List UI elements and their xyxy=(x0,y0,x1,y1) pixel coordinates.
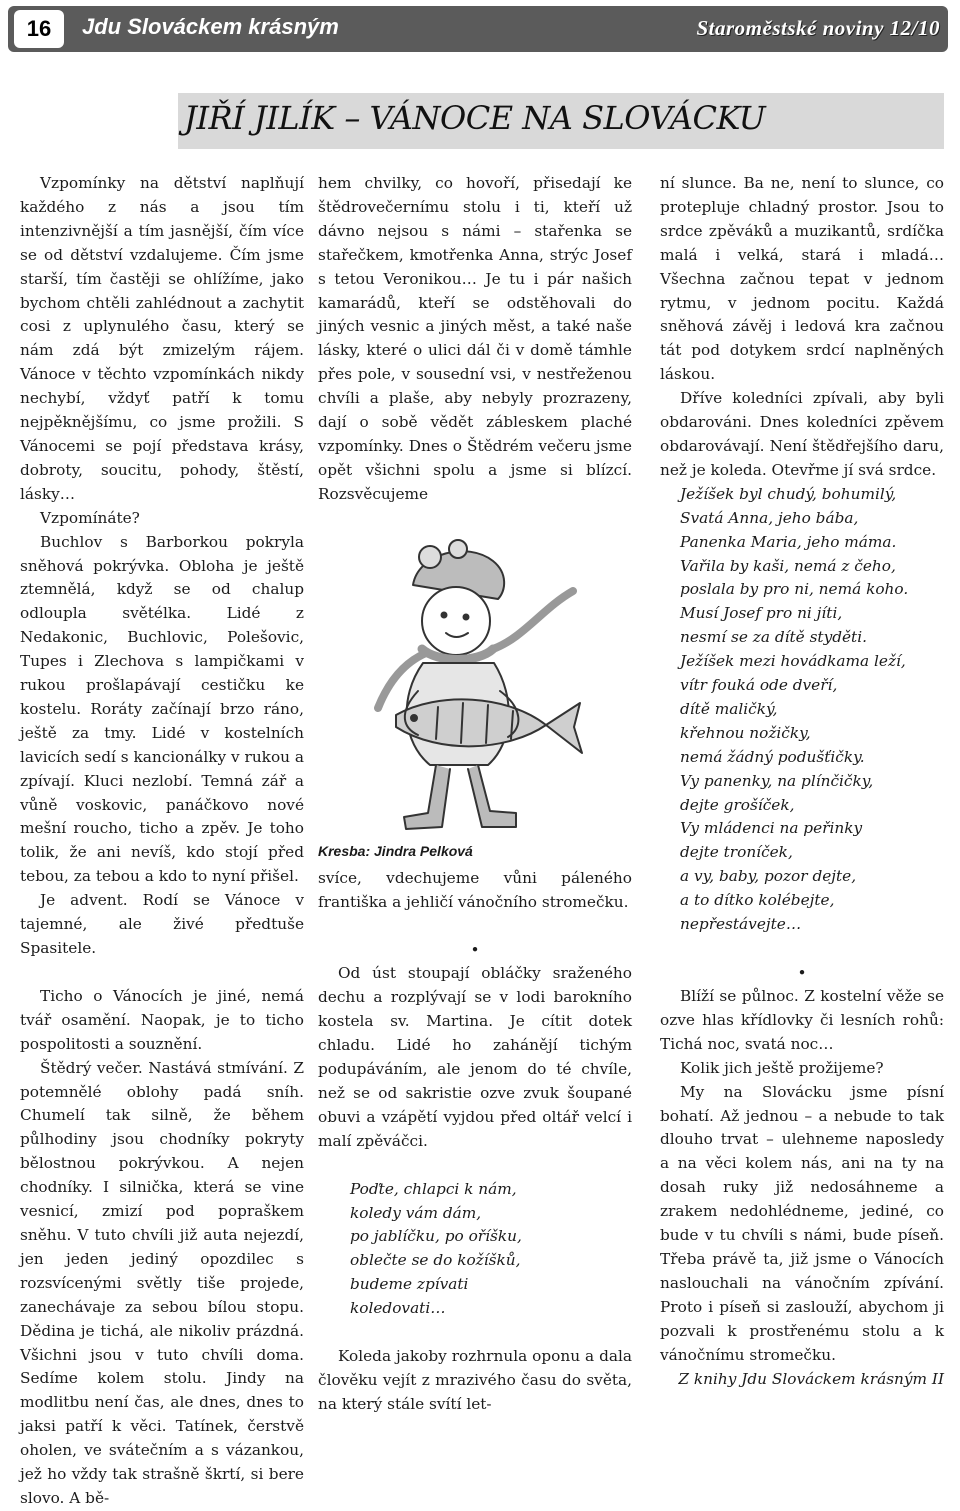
column-3 xyxy=(660,172,944,1391)
poem-line: nesmí se za dítě styděti. xyxy=(680,628,867,647)
poem xyxy=(660,483,944,937)
paragraph: Od úst stoupají obláčky sraženého dechu a rozplývají se v lodi barokního kostela sv. Martina. Je cítit dotek chladu. Lidé ho zahánějí tichým podupáváním, ale jenom do té chvíle, než se od sakristie ozve zvuk šoupané obuvi a vzápětí vyjdou před oltář velcí i malí zpěváčci. xyxy=(318,964,632,1150)
poem-line: křehnou nožičky, xyxy=(680,723,811,742)
poem-line: Svatá Anna, jeho bába, xyxy=(680,508,859,527)
section-bullet: • xyxy=(470,941,480,960)
poem-line: Ježíšek byl chudý, bohumilý, xyxy=(680,484,897,503)
poem-line: Ježíšek mezi hovádkama leží, xyxy=(680,652,906,671)
poem-line: nemá žádný podušťičky. xyxy=(680,747,865,766)
paragraph: Blíží se půlnoc. Z kostelní věže se ozve hlas křídlovky či lesních rohů: Tichá noc, svatá noc… xyxy=(660,987,944,1053)
poem-line: Vařila by kaši, nemá z čeho, xyxy=(680,556,896,575)
spacer xyxy=(318,1154,632,1178)
section-bullet: • xyxy=(797,964,807,982)
paragraph: Buchlov s Barborkou pokryla sněhová pokrývka. Obloha je ještě ztemnělá, když se od chalup odloupla světélka. Lidé z Nedakonic, Buchlovic, Polešovic, Tupes i Zlechova s lampičkami v rukou prošlapávají cestičku ke kostelu. Roráty začínají brzo ráno, ještě za tmy. Lidé v kostelních lavicích sedí s kancionálky v rukou a zpívají. Kluci nezlobí. Temná zář a vůně voskovic, panáčkovo nové mešní roucho, ticho a zpěv. Je toho tolik, že ani nevíš, kdo stojí před tebou, za tebou a kdo to nyní přišel. xyxy=(20,532,304,886)
poem-line: koledovati… xyxy=(350,1299,446,1318)
paragraph: Vzpomínáte? xyxy=(40,508,140,527)
poem-line: Panenka Maria, jeho máma. xyxy=(680,532,897,551)
paragraph: Dříve koledníci zpívali, aby byli obdarováni. Dnes koledníci zpěvem obdarovávají. Není štědřejšího daru, než je koleda. Otevřme jí svá srdce. xyxy=(660,389,944,479)
spacer xyxy=(20,961,304,985)
paragraph: hem chvilky, co hovoří, přisedají ke štědrovečernímu stolu i ti, kteří už dávno nejsou s námi – stařenka se stařečkem, kmotřenka Anna, strýc Josef s tetou Veronikou… Je tu i pár našich kamarádů, kteří se odstěhovali do jiných vesnic a jiných měst, a také naše lásky, které o ulici dál či v domě támhle přes pole, v sousední vsi, v nestřeženou chvíli a plaše, aby nebyly prozrazeny, dají o sobě vědět zábleskem plaché vzpomínky. Dnes o Štědrém večeru jsme opět všichni spolu a jsme si blízcí. Rozsvěcujeme xyxy=(318,174,632,503)
page-number: 16 xyxy=(14,10,64,48)
paragraph: My na Slovácku jsme písní bohatí. Až jednou – a nebude to tak dlouho trvat – ulehneme naposledy a na věci kolem nás, ani na ty na dosah ruky již nedosáhneme a zrakem nedohlédneme, jediné, co bude v tu chvíli s námi, bude píseň. Třeba právě ta, již jsme o Vánocích naslouchali na vánočním zpívání. Proto i píseň si zaslouží, abychom ji pozvali k prostřenému stolu a k vánočnímu stromečku. xyxy=(660,1082,944,1364)
paragraph: Kolik jich ještě prožijeme? xyxy=(680,1058,884,1077)
poem-line: poslala by pro ni, nemá koho. xyxy=(680,580,909,599)
paragraph: Koleda jakoby rozhrnula oponu a dala člověku vejít z mrazivého času do světa, na který stále svítí let- xyxy=(318,1347,632,1413)
poem-line: vítr fouká ode dveří, xyxy=(680,676,838,695)
paragraph: Je advent. Rodí se Vánoce v tajemné, ale živé předtuše Spasitele. xyxy=(20,891,304,957)
poem-line: a vy, baby, pozor dejte, xyxy=(680,867,857,886)
spacer xyxy=(660,937,944,961)
poem-line: po jablíčku, po oříšku, xyxy=(350,1227,522,1246)
column-2 xyxy=(318,172,632,1417)
paragraph: Ticho o Vánocích je jiné, nemá tvář osamění. Naopak, je to ticho pospolitosti a souznění. xyxy=(20,986,304,1053)
article-title: JIŘÍ JILÍK – VÁNOCE NA SLOVÁCKU xyxy=(184,99,766,137)
poem-line: oblečte se do kožíšků, xyxy=(350,1251,521,1270)
poem-line: dejte troníček, xyxy=(680,843,793,862)
paragraph: Štědrý večer. Nastává stmívání. Z potemnělé oblohy padá sníh. Chumelí tak silně, že během půlhodiny jsou chodníky pokryty bělostnou pokrývkou. A nejen chodníky. I silnička, která se vine vesnicí, zmizí pod popraškem sněhu. V tuto chvíli již auta nejezdí, jen jeden jediný opozdilec s rozsvícenými světly tiše projede, zanechávaje za sebou bílou stopu. Dědina je tichá, ale nikoliv prázdná. Všichni jsou v tuto chvíli doma. Sedíme kolem stolu. Jindy na modlitbu není čas, ale dnes, dnes to jaksi patří k věci. Tatínek, čerstvě oholen, ve svátečním a s vázankou, jež ho vždy tak strašně škrtí, si bere slovo. A bě- xyxy=(20,1058,304,1507)
section-title: Jdu Slováckem krásným xyxy=(82,14,339,39)
poem xyxy=(318,1178,632,1321)
illustration xyxy=(318,513,618,833)
poem-line: Musí Josef pro ni jíti, xyxy=(680,604,843,623)
column-1 xyxy=(20,172,304,1511)
poem-line: dejte grošíček, xyxy=(680,795,795,814)
newspaper-title: Staroměstské noviny 12/10 xyxy=(696,16,940,40)
paragraph: svíce, vdechujeme vůni páleného františka a jehličí vánočního stromečku. xyxy=(318,868,632,911)
poem-line: Vy panenky, na plínčičky, xyxy=(680,771,874,790)
poem-line: dítě maličký, xyxy=(680,699,778,718)
illustration-caption: Kresba: Jindra Pelková xyxy=(318,842,473,859)
poem-line: Vy mládenci na peřinky xyxy=(680,819,863,838)
paragraph: Vzpomínky na dětství naplňují každého z nás a jsou tím intenzivnější a tím jasnější, čím více se od dětství vzdalujeme. Čím jsme starší, tím častěji se ohlížíme, jako bychom chtěli zahlédnout a zachytit cosi z uplynulého času, který se nám zdá být zmizelým rájem. Vánoce v těchto vzpomínkách nikdy nechybí, vždyť patří k tomu nejpěknějšímu, co jsme prožili. S Vánocemi se pojí představa krásy, dobroty, soucitu, pohody, štěstí, lásky… xyxy=(20,174,304,503)
poem-line: Poďte, chlapci k nám, xyxy=(350,1179,517,1198)
paragraph: ní slunce. Ba ne, není to slunce, co protepluje chladný prostor. Jsou to srdce zpěváků a muzikantů, srdíčka malá i velká, stará i mladá… Všechna začnou tepat v jednom rytmu, v jednom pocitu. Každá sněhová závěj i ledová kra začnou tát pod dotykem srdcí naplněných láskou. xyxy=(660,174,944,384)
poem-line: nepřestávejte… xyxy=(680,915,802,934)
poem-line: budeme zpívati xyxy=(350,1275,469,1294)
poem-line: koledy vám dám, xyxy=(350,1203,482,1222)
spacer xyxy=(318,914,632,938)
spacer xyxy=(318,1321,632,1345)
poem-line: a to dítko kolébejte, xyxy=(680,891,835,910)
source-note: Z knihy Jdu Slováckem krásným II xyxy=(678,1369,944,1388)
